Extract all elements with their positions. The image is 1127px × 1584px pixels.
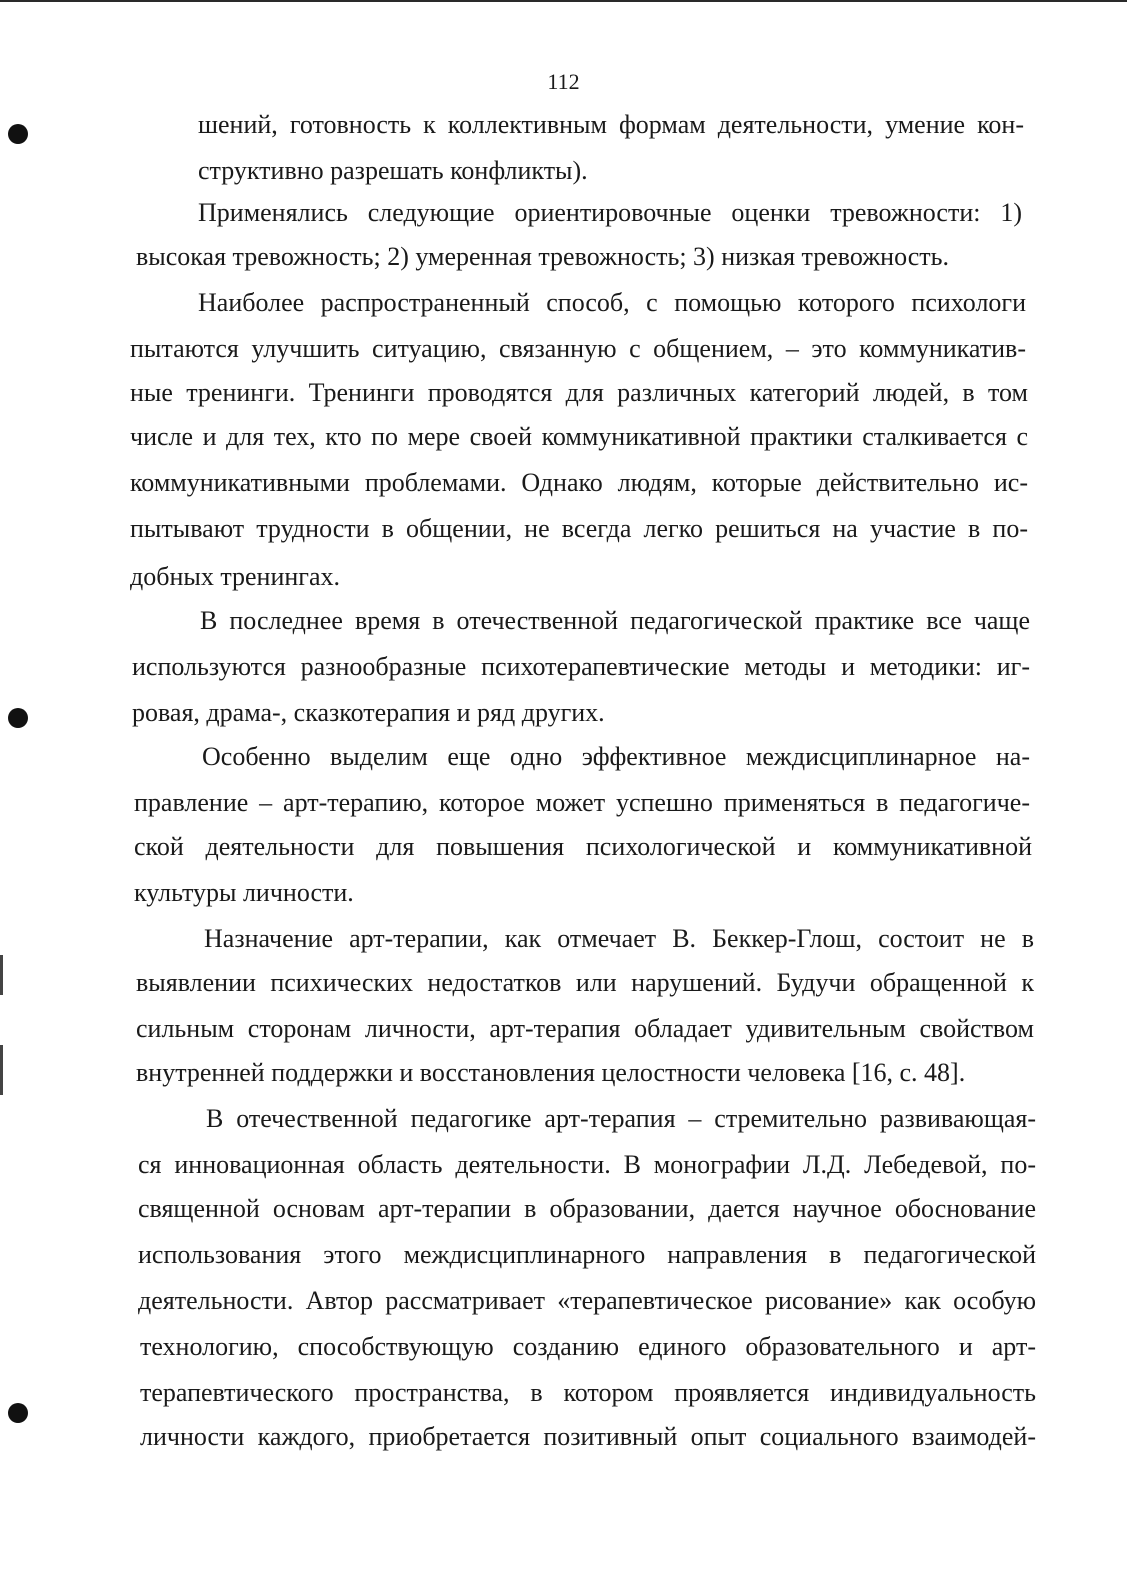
punch-hole-bottom [8,1403,28,1423]
text-line: священной основам арт-терапии в образовании, дается научное обоснование [138,1194,1036,1223]
text-line: культуры личности. [134,878,354,907]
text-line: пытывают трудности в общении, не всегда легко решиться на участие в по- [130,514,1028,543]
text-line: Наиболее распространенный способ, с помощью которого психологи [198,288,1026,317]
text-line: ровая, драма-, сказкотерапия и ряд других. [132,698,605,727]
text-line: внутренней поддержки и восстановления целостности человека [16, с. 48]. [136,1058,966,1087]
text-line: структивно разрешать конфликты). [198,156,588,185]
text-line: Назначение арт-терапии, как отмечает В. Беккер-Глош, состоит не в [204,924,1034,953]
text-line: ные тренинги. Тренинги проводятся для различных категорий людей, в том [130,378,1028,407]
text-line: использования этого междисциплинарного направления в педагогической [138,1240,1036,1269]
text-line: выявлении психических недостатков или нарушений. Будучи обращенной к [136,968,1034,997]
page-number: 112 [547,69,580,94]
text-line: коммуникативными проблемами. Однако людям, которые действительно ис- [130,468,1028,497]
punch-hole-top [8,124,28,144]
text-line: В последнее время в отечественной педагогической практике все чаще [200,606,1030,635]
text-line: ся инновационная область деятельности. В монографии Л.Д. Лебедевой, по- [138,1150,1036,1179]
top-scan-border [0,0,1127,2]
text-line: добных тренингах. [130,562,341,591]
text-line: терапевтического пространства, в котором проявляется индивидуальность [140,1378,1036,1407]
text-line: используются разнообразные психотерапевтические методы и методики: иг- [132,652,1030,681]
text-line: пытаются улучшить ситуацию, связанную с общением, – это коммуникатив- [130,334,1026,363]
punch-hole-middle [8,708,28,728]
text-line: личности каждого, приобретается позитивный опыт социального взаимодей- [140,1422,1036,1451]
scan-edge-mark [0,1045,3,1095]
text-line: сильным сторонам личности, арт-терапия обладает удивительным свойством [136,1014,1034,1043]
text-line: Применялись следующие ориентировочные оценки тревожности: 1) [198,198,1022,227]
scan-edge-mark [0,955,3,995]
text-line: В отечественной педагогике арт-терапия – стремительно развивающая- [206,1104,1036,1133]
text-line: правление – арт-терапию, которое может успешно применяться в педагогиче- [134,788,1030,817]
text-line: числе и для тех, кто по мере своей коммуникативной практики сталкивается с [130,422,1028,451]
text-line: технологию, способствующую созданию единого образовательного и арт- [140,1332,1036,1361]
text-line: деятельности. Автор рассматривает «терапевтическое рисование» как особую [138,1286,1036,1315]
text-line: шений, готовность к коллективным формам деятельности, умение кон- [198,110,1024,139]
text-line: Особенно выделим еще одно эффективное междисциплинарное на- [202,742,1030,771]
text-line: ской деятельности для повышения психологической и коммуникативной [134,832,1032,861]
text-line: высокая тревожность; 2) умеренная тревожность; 3) низкая тревожность. [136,242,950,271]
